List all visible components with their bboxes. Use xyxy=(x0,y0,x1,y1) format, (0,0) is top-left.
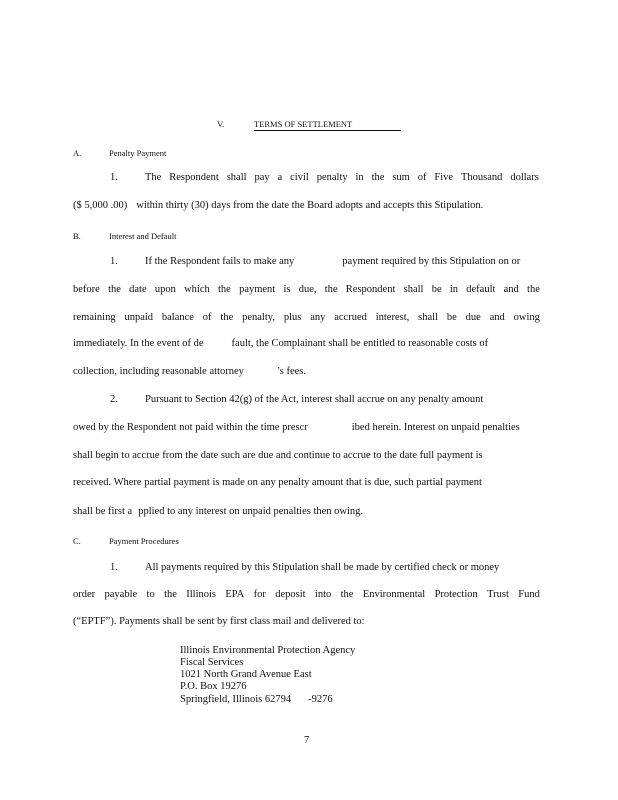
subsection-c-heading: Payment Procedures xyxy=(109,536,179,546)
para-b1-word: which xyxy=(184,284,210,295)
subsection-a-letter: A. xyxy=(73,148,82,158)
para-c1-word: Environmental xyxy=(362,589,426,600)
para-b1-word: upon xyxy=(154,284,176,295)
para-b1-word: and xyxy=(489,312,505,323)
para-b1-word: of xyxy=(202,312,212,323)
para-b1-word: interest, xyxy=(375,312,410,323)
para-b1-line5: collection, including reasonable attorney ’s fees. xyxy=(73,366,307,377)
para-b1-word: shall xyxy=(403,284,424,295)
subsection-c-letter: C. xyxy=(73,536,81,546)
para-c1-word: order xyxy=(73,589,96,600)
para-b1-word: unpaid xyxy=(124,312,154,323)
penalty-amount: ($ 5,000 .00) xyxy=(73,200,128,211)
para-a1-word: a xyxy=(277,172,283,183)
para-b1-line1: If the Respondent fails to make any payment required by this Stipulation on or xyxy=(145,256,521,267)
para-b1-word: penalty, xyxy=(242,312,275,323)
para-b1-word: in xyxy=(449,284,459,295)
para-a1-word: dollars xyxy=(510,172,539,183)
para-b1-word: owing xyxy=(513,312,540,323)
para-a1-word: in xyxy=(355,172,364,183)
para-b1-word: date xyxy=(129,284,147,295)
para-c1-word: the xyxy=(164,589,177,600)
para-b2-number: 2. xyxy=(110,394,118,405)
para-b1-word: default xyxy=(466,284,496,295)
para-a1-word: The xyxy=(145,172,162,183)
address-line5: Springfield, Illinois 62794 -9276 xyxy=(180,694,333,705)
para-b1-word: the xyxy=(218,284,231,295)
address-line3: 1021 North Grand Avenue East xyxy=(180,669,312,680)
para-b1-line2 xyxy=(73,284,540,296)
para-b1-word: the xyxy=(220,312,234,323)
para-b1-word: payment xyxy=(239,284,276,295)
para-b1-word: balance xyxy=(161,312,194,323)
para-c1-word: deposit xyxy=(275,589,306,600)
para-c1-line2 xyxy=(73,589,540,601)
para-a1-line1 xyxy=(145,172,539,184)
address-line2: Fiscal Services xyxy=(180,657,244,668)
para-b1-word: any xyxy=(310,312,326,323)
para-b1-line4: immediately. In the event of de fault, the Complainant shall be entitled to reasonable costs of xyxy=(73,338,489,349)
para-c1-word: EPA xyxy=(225,589,245,600)
para-b1-word: shall xyxy=(418,312,438,323)
para-c1-word: Fund xyxy=(518,589,540,600)
para-a1-word: Five xyxy=(434,172,454,183)
subsection-b-heading: Interest and Default xyxy=(109,231,177,241)
para-c1-word: Protection xyxy=(434,589,478,600)
para-a1-word: Thousand xyxy=(460,172,503,183)
para-c1-number: 1. xyxy=(110,562,118,573)
para-b1-word: be xyxy=(431,284,442,295)
para-b1-word: Respondent xyxy=(345,284,396,295)
para-c1-word: the xyxy=(340,589,354,600)
para-a1-word: of xyxy=(417,172,427,183)
para-b2-line3: shall begin to accrue from the date such are due and continue to accrue to the date full payment is xyxy=(73,450,483,461)
para-b1-line3 xyxy=(73,312,540,324)
address-line4: P.O. Box 19276 xyxy=(180,681,247,692)
para-c1-word: to xyxy=(146,589,155,600)
para-c1-word: Trust xyxy=(487,589,509,600)
para-b1-number: 1. xyxy=(110,256,118,267)
para-b2-line1: Pursuant to Section 42(g) of the Act, interest shall accrue on any penalty amount xyxy=(145,394,484,405)
subsection-b-letter: B. xyxy=(73,231,81,241)
para-c1-word: payable xyxy=(104,589,138,600)
para-c1-word: into xyxy=(314,589,332,600)
para-a1-word: the xyxy=(371,172,385,183)
section-title: TERMS OF SETTLEMENT xyxy=(254,118,401,131)
address-line1: Illinois Environmental Protection Agency xyxy=(180,645,356,656)
page-number: 7 xyxy=(304,735,310,746)
subsection-a-heading: Penalty Payment xyxy=(109,148,167,158)
para-a1-word: shall xyxy=(226,172,247,183)
para-b2-line5: shall be first a pplied to any interest on unpaid penalties then owing. xyxy=(73,506,364,517)
para-b1-word: be xyxy=(446,312,457,323)
section-number: V. xyxy=(217,119,225,129)
para-b1-word: remaining xyxy=(73,312,116,323)
para-b1-word: before xyxy=(73,284,100,295)
para-b1-word: plus xyxy=(283,312,302,323)
para-c1-word: for xyxy=(253,589,266,600)
para-c1-line1: All payments required by this Stipulation shall be made by certified check or money xyxy=(145,562,500,573)
para-b1-word: and xyxy=(503,284,519,295)
para-b1-word: the xyxy=(324,284,338,295)
para-a1-number: 1. xyxy=(110,172,118,183)
para-c1-line3: (“EPTF”). Payments shall be sent by first class mail and delivered to: xyxy=(73,616,365,627)
para-a1-word: penalty xyxy=(316,172,348,183)
para-a1-word: pay xyxy=(254,172,270,183)
para-a1-word: Respondent xyxy=(169,172,219,183)
para-b1-word: due, xyxy=(298,284,317,295)
para-a1-word: sum xyxy=(392,172,410,183)
para-b1-word: accrued xyxy=(334,312,367,323)
para-b1-word: the xyxy=(527,284,540,295)
para-b2-line2: owed by the Respondent not paid within the time prescr ibed herein. Interest on unpaid penalties xyxy=(73,422,520,433)
para-a1-line2: ($ 5,000 .00) within thirty (30) days from the date the Board adopts and accepts this Stipulation. xyxy=(73,200,484,211)
para-b1-word: the xyxy=(108,284,121,295)
para-a1-word: civil xyxy=(290,172,309,183)
para-b1-word: due xyxy=(465,312,481,323)
para-b2-line4: received. Where partial payment is made on any penalty amount that is due, such partial payment xyxy=(73,477,482,488)
para-c1-word: Illinois xyxy=(186,589,217,600)
para-b1-word: is xyxy=(283,284,291,295)
